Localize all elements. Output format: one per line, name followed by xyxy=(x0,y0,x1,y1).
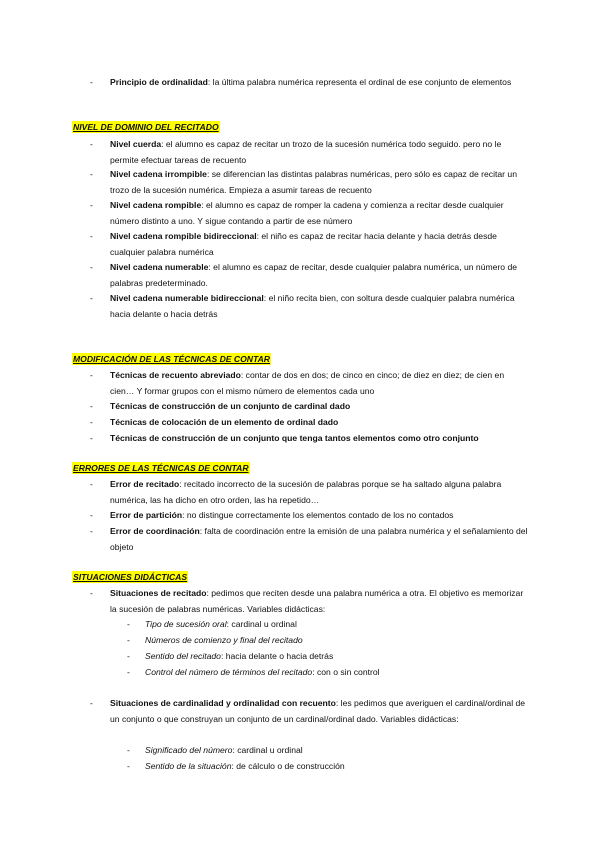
bullet-dash: - xyxy=(90,293,93,303)
bullet-dash: - xyxy=(90,479,93,489)
item-desc: : el niño recita bien, con soltura desde cualquier palabra numérica hacia delante o hacia detrás xyxy=(110,293,515,319)
list-item xyxy=(90,367,530,399)
item-term: Técnicas de recuento abreviado xyxy=(110,370,241,380)
bullet-dash: - xyxy=(90,139,93,149)
section-heading: MODIFICACIÓN DE LAS TÉCNICAS DE CONTAR xyxy=(73,354,271,364)
item-term: Nivel cadena irrompible xyxy=(110,169,207,179)
list-item xyxy=(90,136,530,168)
list-item xyxy=(90,398,530,414)
list-item xyxy=(90,585,530,617)
bullet-dash: - xyxy=(127,761,130,771)
sub-list-item xyxy=(127,664,537,680)
item-term: Error de partición xyxy=(110,510,183,520)
bullet-dash: - xyxy=(90,510,93,520)
item-desc: : cardinal u ordinal xyxy=(226,619,297,629)
list-item xyxy=(90,523,530,555)
section-heading: ERRORES DE LAS TÉCNICAS DE CONTAR xyxy=(73,463,249,473)
item-desc: : la última palabra numérica representa el ordinal de ese conjunto de elementos xyxy=(207,77,512,87)
bullet-dash: - xyxy=(90,526,93,536)
item-term: Nivel cuerda xyxy=(110,139,162,149)
item-term: Tipo de sucesión oral xyxy=(145,619,227,629)
item-desc: : se diferencian las distintas palabras numéricas, pero sólo es capaz de recitar un trozo de la sucesión numérica. Empieza a asumir tareas de recuento xyxy=(110,169,517,195)
bullet-dash: - xyxy=(90,433,93,443)
item-desc: : el alumno es capaz de recitar, desde cualquier palabra numérica, un número de palabras predeterminado. xyxy=(110,262,518,288)
bullet-dash: - xyxy=(90,200,93,210)
list-item xyxy=(90,414,530,430)
bullet-dash: - xyxy=(90,262,93,272)
bullet-dash: - xyxy=(127,745,130,755)
sub-list-item xyxy=(127,758,537,774)
item-term: Números de comienzo y final del recitado xyxy=(145,635,303,645)
bullet-dash: - xyxy=(90,417,93,427)
item-desc: : contar de dos en dos; de cinco en cinco; de diez en diez; de cien en cien… Y formar grupos con el mismo número de elementos cada uno xyxy=(110,370,505,396)
bullet-dash: - xyxy=(90,77,93,87)
item-term: Control del número de términos del recitado xyxy=(145,667,313,677)
sub-list-item xyxy=(127,616,537,632)
item-desc: : no distingue correctamente los elementos contado de los no contados xyxy=(182,510,454,520)
item-term: Nivel cadena rompible bidireccional xyxy=(110,231,257,241)
list-item xyxy=(90,228,530,260)
item-term: Error de coordinación xyxy=(110,526,200,536)
item-desc: : falta de coordinación entre la emisión de una palabra numérica y el señalamiento del objeto xyxy=(110,526,528,552)
item-desc: : el niño es capaz de recitar hacia delante y hacia detrás desde cualquier palabra numérica xyxy=(110,231,497,257)
item-term: Significado del número xyxy=(145,745,233,755)
sub-list-item xyxy=(127,742,537,758)
bullet-dash: - xyxy=(127,619,130,629)
item-desc: : el alumno es capaz de romper la cadena y comienza a recitar desde cualquier número distinto a uno. Y sigue contando a partir de ese número xyxy=(110,200,504,226)
item-term: Técnicas de construcción de un conjunto de cardinal dado xyxy=(110,401,351,411)
item-desc: : cardinal u ordinal xyxy=(232,745,303,755)
item-term: Nivel cadena numerable bidireccional xyxy=(110,293,264,303)
list-item xyxy=(90,507,530,523)
list-item xyxy=(90,695,530,727)
item-desc: : con o sin control xyxy=(312,667,380,677)
item-desc: : hacia delante o hacia detrás xyxy=(220,651,334,661)
bullet-dash: - xyxy=(90,401,93,411)
bullet-dash: - xyxy=(127,651,130,661)
bullet-dash: - xyxy=(127,635,130,645)
list-item xyxy=(90,197,530,229)
list-item xyxy=(90,74,530,90)
list-item xyxy=(90,166,530,198)
item-desc: : de cálculo o de construcción xyxy=(231,761,345,771)
sub-list-item xyxy=(127,648,537,664)
item-desc: : les pedimos que averiguen el cardinal/ordinal de un conjunto o que construyan un conjunto de un cardinal/ordinal dado. Variables didácticas: xyxy=(110,698,526,724)
item-term: Nivel cadena numerable xyxy=(110,262,209,272)
item-term: Principio de ordinalidad xyxy=(110,77,208,87)
item-desc: : el alumno es capaz de recitar un trozo de la sucesión numérica todo seguido. pero no le permite efectuar tareas de recuento xyxy=(110,139,502,165)
section-heading: SITUACIONES DIDÁCTICAS xyxy=(73,572,188,582)
list-item xyxy=(90,476,530,508)
list-item xyxy=(90,430,530,446)
item-term: Sentido del recitado xyxy=(145,651,221,661)
section-heading: NIVEL DE DOMINIO DEL RECITADO xyxy=(73,122,219,132)
bullet-dash: - xyxy=(90,698,93,708)
bullet-dash: - xyxy=(90,370,93,380)
bullet-dash: - xyxy=(127,667,130,677)
list-item xyxy=(90,259,530,291)
bullet-dash: - xyxy=(90,588,93,598)
item-term: Error de recitado xyxy=(110,479,180,489)
item-term: Técnicas de construcción de un conjunto que tenga tantos elementos como otro conjunto xyxy=(110,433,479,443)
item-desc: : recitado incorrecto de la sucesión de palabras porque se ha saltado alguna palabra numérica, las ha dicho en otro orden, las ha repetido… xyxy=(110,479,502,505)
bullet-dash: - xyxy=(90,169,93,179)
list-item xyxy=(90,290,530,322)
item-term: Nivel cadena rompible xyxy=(110,200,202,210)
item-term: Técnicas de colocación de un elemento de ordinal dado xyxy=(110,417,339,427)
item-desc: : pedimos que reciten desde una palabra numérica a otra. El objetivo es memorizar la sucesión de palabras numéricas. Variables didácticas: xyxy=(110,588,524,614)
item-term: Situaciones de cardinalidad y ordinalidad con recuento xyxy=(110,698,336,708)
item-term: Sentido de la situación xyxy=(145,761,232,771)
bullet-dash: - xyxy=(90,231,93,241)
sub-list-item xyxy=(127,632,537,648)
item-term: Situaciones de recitado xyxy=(110,588,207,598)
